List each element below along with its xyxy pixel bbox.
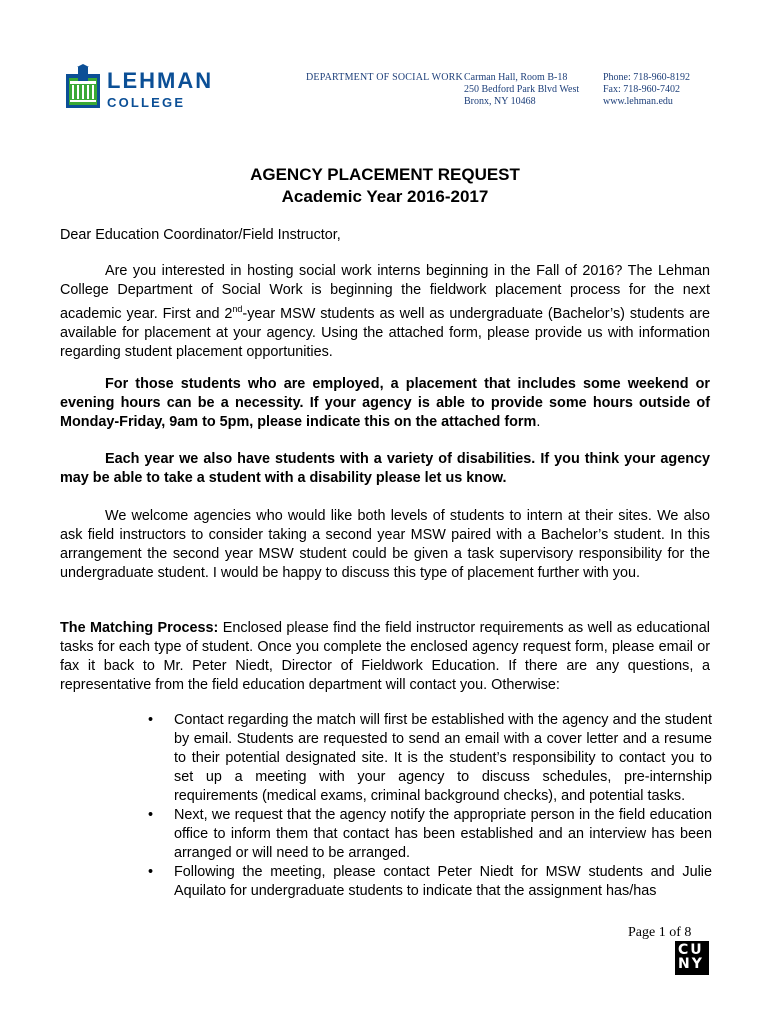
address-line: Carman Hall, Room B-18 <box>464 72 568 83</box>
list-item <box>146 806 712 863</box>
college-wordmark <box>107 70 213 111</box>
cuny-logo-line: NY <box>678 956 704 972</box>
period: . <box>536 414 541 430</box>
process-steps-list <box>146 711 712 901</box>
lehman-logo-icon <box>66 64 100 108</box>
list-item <box>146 711 712 806</box>
matching-process-text: Enclosed please find the field instructor requirements as well as educational tasks for each type of student. Once you complete the enclosed agency request form, please email or fax it back to Mr. Peter Niedt, Director of Fieldwork Education. If there are any questions, a representative from the field education department will contact you. Otherwise: <box>60 620 711 693</box>
page-number: Page 1 of 8 <box>628 925 692 940</box>
cuny-logo-icon <box>675 941 709 975</box>
bullet-icon: • <box>148 712 154 728</box>
bullet-icon: • <box>148 864 154 880</box>
cuny-logo-line: CU <box>678 942 704 958</box>
department-address <box>464 72 579 108</box>
list-item-text: Next, we request that the agency notify the appropriate person in the field education office to inform them that contact has been established and an interview has been arranged or will need to be arranged. <box>174 807 712 861</box>
ordinal-superscript: nd <box>232 304 243 314</box>
salutation: Dear Education Coordinator/Field Instructor, <box>60 227 341 243</box>
intro-text-a: Are you interested in hosting social work interns beginning in the Fall of 2016? The Lehman College Department of Social Work is beginning the fieldwork placement process for the next academic year. First and 2 <box>60 263 710 322</box>
matching-process-paragraph <box>60 619 710 695</box>
website-link[interactable]: www.lehman.edu <box>603 96 673 107</box>
list-item <box>146 863 712 901</box>
department-name: DEPARTMENT OF SOCIAL WORK <box>306 72 463 83</box>
fax-number: Fax: 718-960-7402 <box>603 84 680 95</box>
document-subtitle: Academic Year 2016-2017 <box>281 187 489 206</box>
student-levels-paragraph: We welcome agencies who would like both levels of students to intern at their sites. We also ask field instructors to consider taking a second year MSW paired with a Bachelor’s student. In this arrangement the second year MSW student could be given a task supervisory responsibility for the undergraduate student. I would be happy to discuss this type of placement further with you. <box>60 508 710 581</box>
phone-number: Phone: 718-960-8192 <box>603 72 690 83</box>
list-item-text: Contact regarding the match will first be established with the agency and the student by email. Students are requested to send an email with a cover letter and a resume to their potential designated site. It is the student’s responsibility to contact you to set up a meeting with your agency to discuss schedules, pre-internship requirements (medical exams, criminal background checks), and potential tasks. <box>174 712 712 804</box>
matching-process-label: The Matching Process: <box>60 620 219 636</box>
college-name: LEHMAN <box>107 68 214 93</box>
employed-students-text: For those students who are employed, a placement that includes some weekend or evening hours can be a necessity. If your agency is able to provide some hours outside of Monday-Friday, 9am to 5pm, please indicate this on the attached form <box>60 376 710 430</box>
department-contact <box>603 72 690 108</box>
intro-paragraph <box>60 262 710 362</box>
employed-students-paragraph <box>60 375 710 432</box>
disabilities-paragraph: Each year we also have students with a variety of disabilities. If you think your agency may be able to take a student with a disability please let us know. <box>60 451 710 486</box>
bullet-icon: • <box>148 807 154 823</box>
address-line: 250 Bedford Park Blvd West <box>464 84 580 95</box>
college-subtitle: COLLEGE <box>107 95 186 110</box>
document-title: AGENCY PLACEMENT REQUEST <box>250 165 520 184</box>
intro-text-b: -year MSW students as well as undergraduate (Bachelor’s) students are available for placement at your agency. Using the attached form, please provide us with information regarding student placement opportunities. <box>60 305 710 360</box>
list-item-text: Following the meeting, please contact Peter Niedt for MSW students and Julie Aquilato for undergraduate students to indicate that the assignment has/has <box>174 864 712 899</box>
address-line: Bronx, NY 10468 <box>464 96 536 107</box>
